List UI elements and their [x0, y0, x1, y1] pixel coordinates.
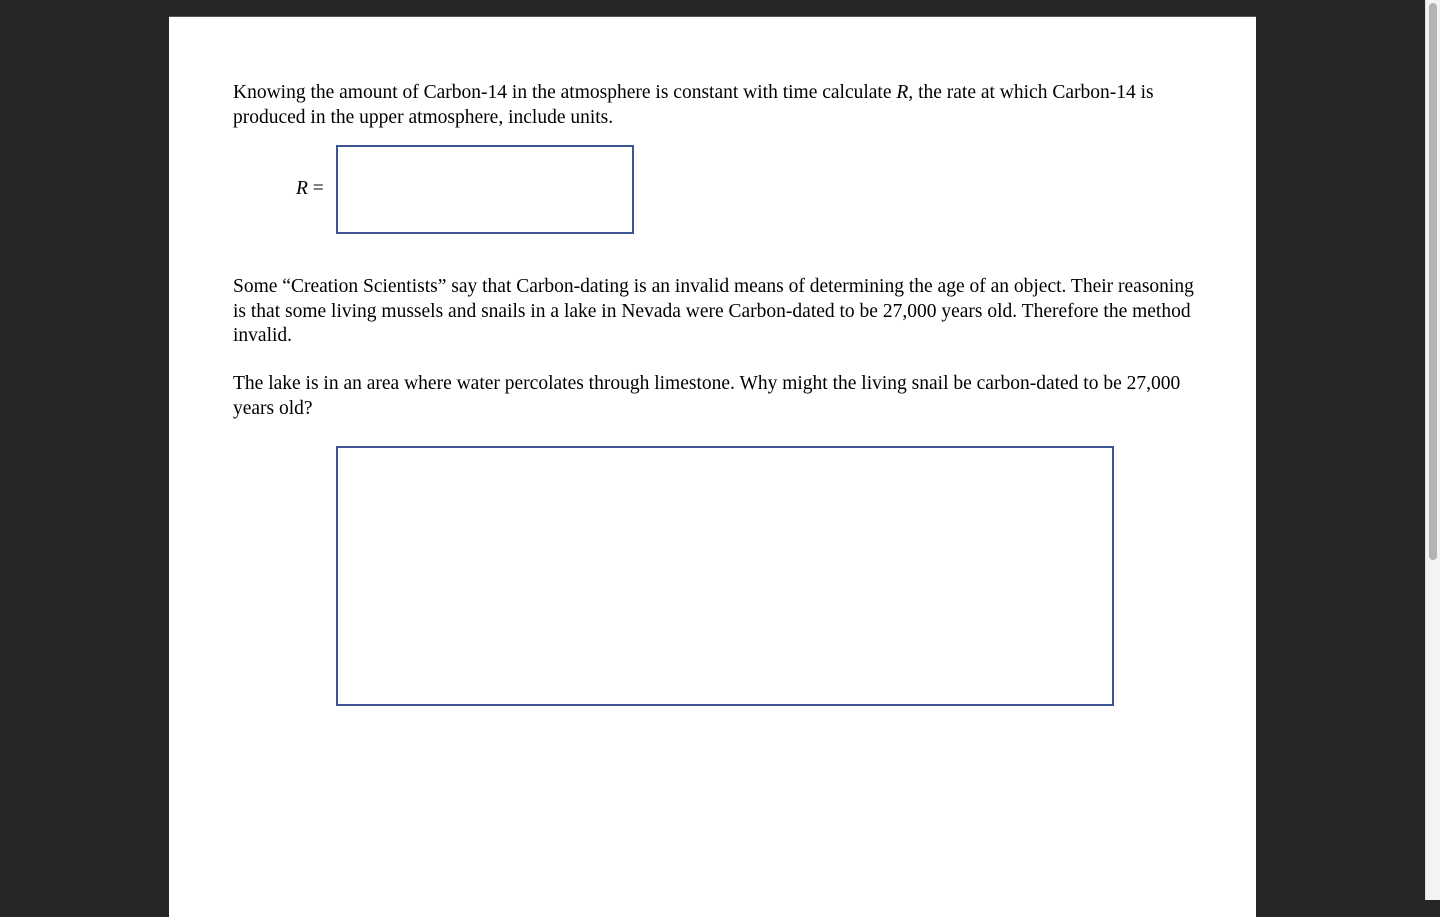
equals-sign: =	[307, 178, 324, 199]
scrollbar-thumb[interactable]	[1429, 3, 1437, 560]
question-1-text	[233, 81, 1203, 130]
r-answer-label	[296, 178, 324, 200]
r-answer-field[interactable]	[336, 145, 634, 234]
document-page	[169, 16, 1256, 917]
question-2-text: The lake is in an area where water percolates through limestone. Why might the living snail be carbon-dated to be 27,000 years old?	[233, 373, 1181, 419]
question-1-text-end: the rate at which Carbon-14 is produced in the upper atmosphere, include units.	[233, 82, 1154, 128]
variable-r: R,	[896, 82, 914, 103]
vertical-scrollbar[interactable]	[1425, 0, 1440, 900]
question-1-text-start: Knowing the amount of Carbon-14 in the atmosphere is constant with time calculate	[233, 82, 897, 103]
creation-scientists-paragraph: Some “Creation Scientists” say that Carbon-dating is an invalid means of determining the age of an object. Their reasoning is that some living mussels and snails in a lake in Nevada were Carbon-dated to be 27,000 years old. Therefore the method invalid.	[233, 276, 1194, 346]
snail-answer-field[interactable]	[336, 446, 1114, 706]
r-variable-label: R	[296, 178, 308, 199]
